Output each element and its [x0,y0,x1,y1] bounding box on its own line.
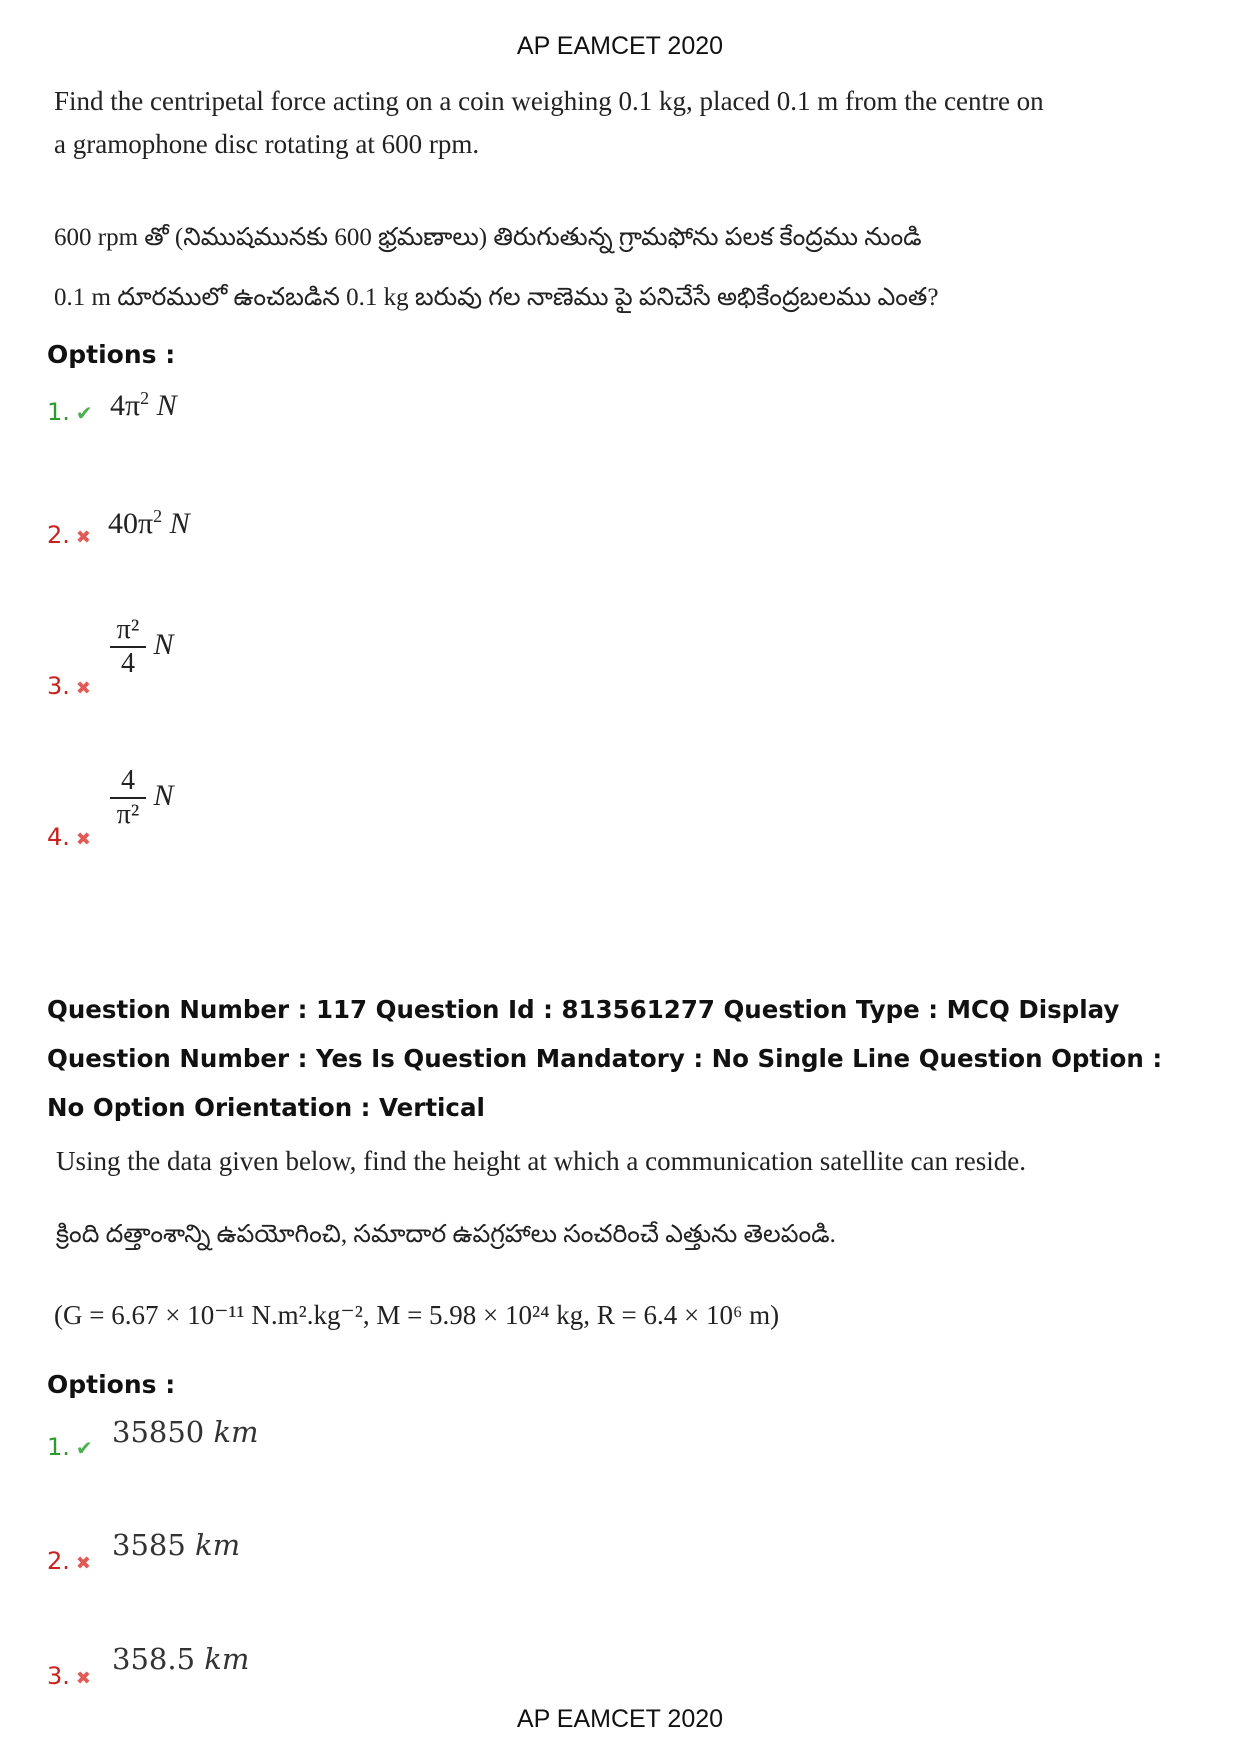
q117-english-text: Using the data given below, find the height at which a communication satellite can reside. [56,1146,1026,1176]
q117-option-2[interactable] [47,1547,91,1575]
q116-options-label: Options : [47,340,176,369]
q117-option-3-value: 358.5 km [112,1642,250,1676]
cross-icon: ✖ [75,678,91,698]
q116-option-1[interactable] [47,398,93,426]
cross-icon: ✖ [75,829,91,849]
q116-option-4-value: $\frac{4}{\text{π²}}$ N [110,765,174,831]
q117-option-1-value: 35850 km [112,1415,259,1449]
q117-options-label: Options : [47,1370,176,1399]
q116-english-text [54,80,1044,166]
option-number: 2. [47,521,70,549]
q116-telugu-text [54,208,938,328]
q116-telugu-line2: 0.1 m దూరములో ఉంచబడిన 0.1 kg బరువు గల నాణెము పై పనిచేసే అభికేంద్రబలము ఎంత? [54,284,939,311]
option-number: 2. [47,1547,70,1575]
cross-icon: ✖ [75,527,91,547]
q116-option-1-value: $4\pi^2$ N [110,388,177,422]
cross-icon: ✖ [75,1553,91,1573]
q116-option-4[interactable] [47,823,91,851]
option-number: 3. [47,672,70,700]
option-number: 1. [47,1433,70,1461]
cross-icon: ✖ [75,1668,91,1688]
check-icon: ✔ [75,403,93,425]
q116-option-3[interactable] [47,672,91,700]
q117-telugu-text: క్రింది దత్తాంశాన్ని ఉపయోగించి, సమాదార ఉపగ్రహాలు సంచరించే ఎత్తును తెలపండి. [56,1221,836,1248]
q117-option-3[interactable] [47,1662,91,1690]
q116-telugu-line1: 600 rpm తో (నిముషమునకు 600 భ్రమణాలు) తిరుగుతున్న గ్రామఫోను పలక కేంద్రము నుండి [54,224,922,251]
q116-english-line2: a gramophone disc rotating at 600 rpm. [54,129,480,159]
page-footer: AP EAMCET 2020 [516,1705,724,1733]
option-number: 4. [47,823,70,851]
option-number: 1. [47,398,70,426]
page-header: AP EAMCET 2020 [516,32,724,60]
q116-option-3-value: $\frac{\text{π²}}{4}$ N [110,614,174,680]
q116-option-2[interactable] [47,521,91,549]
q116-option-2-value: $40\pi^2$ N [108,506,190,540]
q117-option-2-value: 3585 km [112,1528,241,1562]
q117-data-line: (G = 6.67 × 10⁻¹¹ N.m².kg⁻², M = 5.98 × 10²⁴ kg, R = 6.4 × 10⁶ m) [54,1300,780,1330]
q116-english-line1: Find the centripetal force acting on a coin weighing 0.1 kg, placed 0.1 m from the centre on [54,86,1044,116]
q117-option-1[interactable] [47,1433,93,1461]
option-number: 3. [47,1662,70,1690]
check-icon: ✔ [75,1438,93,1460]
q117-meta: Question Number : 117 Question Id : 813561277 Question Type : MCQ Display Question Number : Yes Is Question Mandatory : No Single Line Question Option : No Option Orientation : Vertical [47,995,1163,1122]
